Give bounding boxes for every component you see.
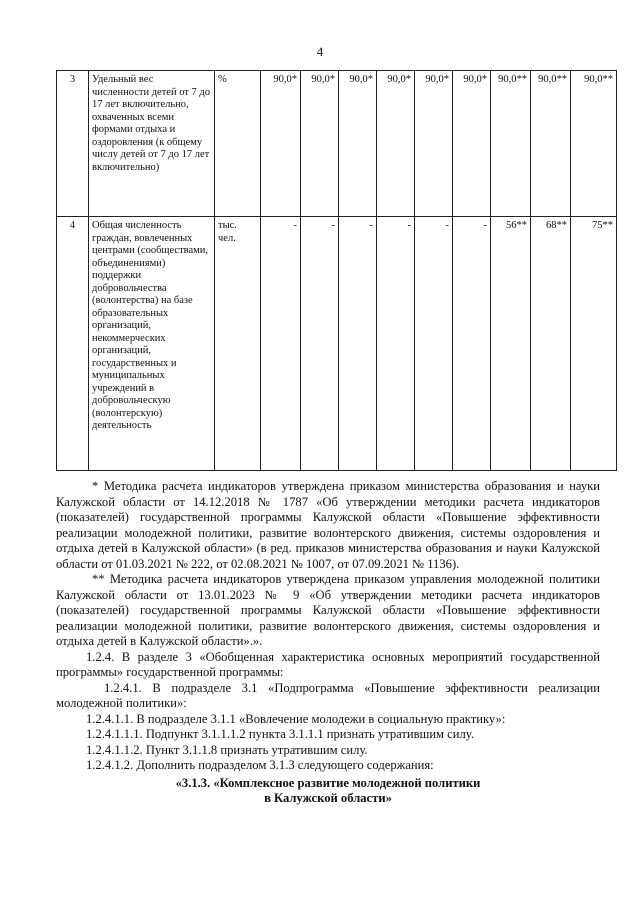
value-cell: 56** (491, 217, 531, 471)
paragraph-1-2-4-1-1-1: 1.2.4.1.1.1. Подпункт 3.1.1.1.2 пункта 3.1.1.1 признать утратившим силу. (86, 727, 474, 741)
value-cell: 75** (571, 217, 617, 471)
table-row (57, 71, 617, 217)
table-row (57, 217, 617, 471)
value-cell: 68** (531, 217, 571, 471)
value-cell: 90,0** (531, 71, 571, 217)
paragraph-1-2-4-1-1: 1.2.4.1.1. В подразделе 3.1.1 «Вовлечение молодежи в социальную практику»: (86, 711, 506, 726)
paragraph-1-2-4-1-1-2: 1.2.4.1.1.2. Пункт 3.1.1.8 признать утратившим силу. (86, 742, 368, 757)
indicator-name: Общая численность граждан, вовлеченных центрами (сообществами, объединениями) поддержки добровольчества (волонтерства) на базе образовательных организаций, некоммерческих организаций, государственных и муниципальных учреждений в добровольческую (волонтерскую) деятельность (89, 217, 215, 471)
value-cell: - (301, 217, 339, 471)
value-cell: 90,0** (491, 71, 531, 217)
value-cell: - (377, 217, 415, 471)
footnote-single-asterisk: * Методика расчета индикаторов утверждена приказом министерства образования и науки Калужской области от 14.12.2018 № 1787 «Об утверждении методики расчета индикаторов (показателей) государственной программы Калужской области «Повышение эффективности реализации молодежной политики, развитие волонтерского движения, системы оздоровления и отдыха детей в Калужской области» (в ред. приказов министерства образования и науки Калужской области от 01.03.2021 № 222, от 02.08.2021 № 1007, от 07.09.2021 № 1136). (56, 479, 600, 571)
value-cell: 90,0* (415, 71, 453, 217)
row-number: 4 (57, 217, 89, 471)
value-cell: 90,0* (377, 71, 415, 217)
value-cell: - (339, 217, 377, 471)
value-cell: 90,0* (261, 71, 301, 217)
value-cell: 90,0* (339, 71, 377, 217)
page-number: 4 (316, 44, 324, 59)
footnote-double-asterisk: ** Методика расчета индикаторов утверждена приказом управления молодежной политики Калужской области от 13.01.2023 № 9 «Об утверждении методики расчета индикаторов (показателей) государственной программы Калужской области «Повышение эффективности реализации молодежной политики, развитие волонтерского движения, системы оздоровления и отдыха детей в Калужской области».». (56, 572, 600, 648)
paragraph-1-2-4: 1.2.4. В разделе 3 «Обобщенная характеристика основных мероприятий государственной программы» государственной программы: (56, 649, 600, 679)
value-cell: - (415, 217, 453, 471)
paragraph-1-2-4-1-2: 1.2.4.1.2. Дополнить подразделом 3.1.3 следующего содержания: (86, 758, 434, 772)
value-cell: 90,0* (453, 71, 491, 217)
section-heading-line-2: в Калужской области» (264, 791, 392, 805)
unit-cell: % (215, 71, 261, 217)
indicator-name: Удельный вес численности детей от 7 до 17 лет включительно, охваченных всеми формами отдыха и оздоровления (к общему числу детей от 7 до 17 лет включительно) (89, 71, 215, 217)
paragraph-1-2-4-1: 1.2.4.1. В подразделе 3.1 «Подпрограмма «Повышение эффективности реализации молодежной политики»: (56, 680, 600, 710)
value-cell: - (453, 217, 491, 471)
document-body (56, 479, 600, 807)
value-cell: 90,0* (301, 71, 339, 217)
section-heading-line-1: «3.1.3. «Комплексное развитие молодежной политики (175, 775, 481, 790)
value-cell: - (261, 217, 301, 471)
value-cell: 90,0** (571, 71, 617, 217)
indicators-table (56, 70, 617, 471)
unit-cell: тыс. чел. (215, 217, 261, 471)
row-number: 3 (57, 71, 89, 217)
